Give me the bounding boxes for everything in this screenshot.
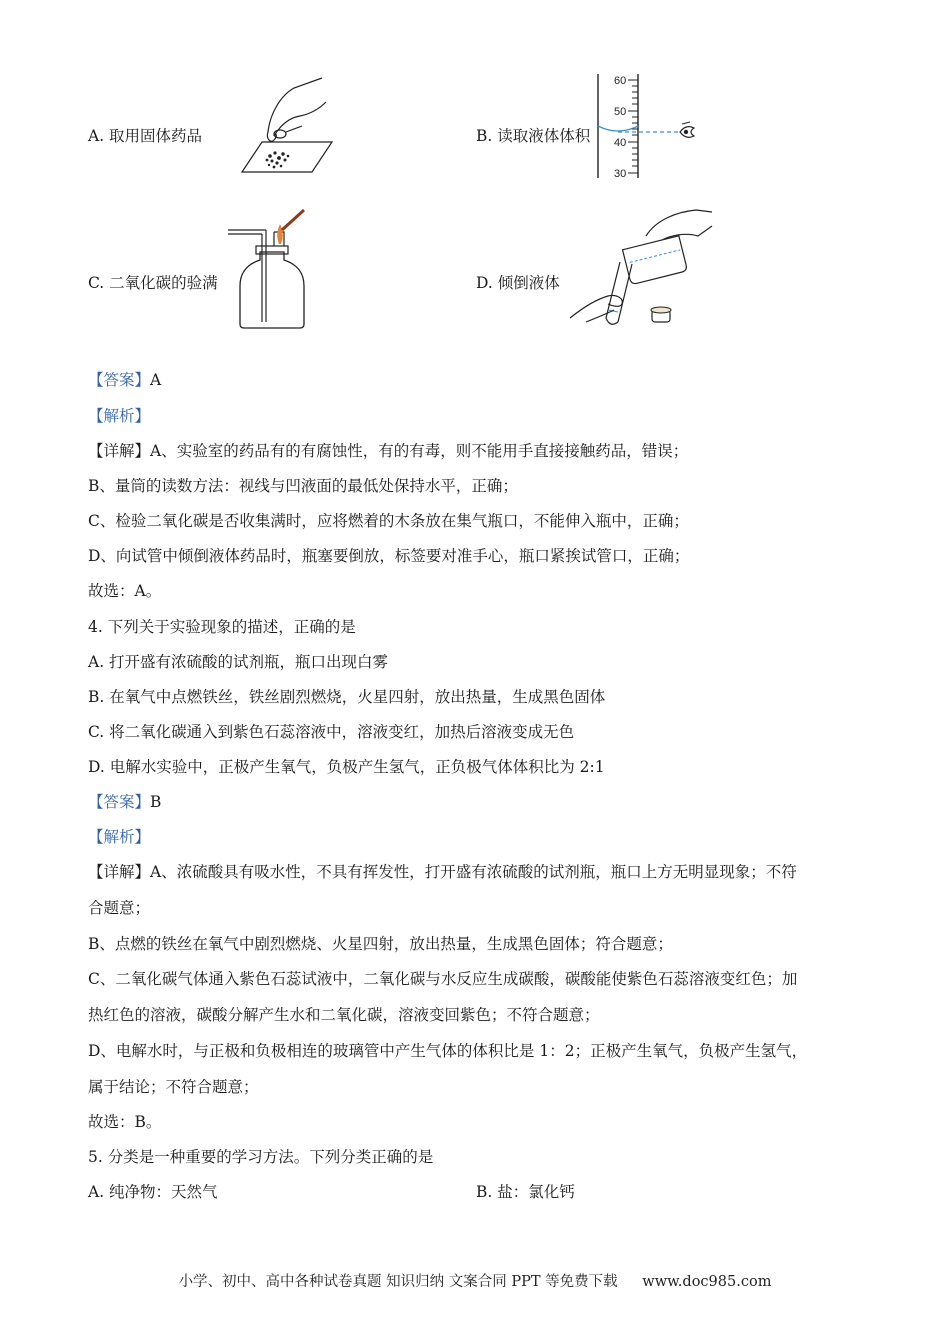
q4-conclusion: 故选：B。	[88, 1113, 162, 1131]
pouring-liquid-figure	[566, 206, 716, 336]
footer-link[interactable]: www.doc985.com	[642, 1274, 772, 1290]
q3-detail-line: D、向试管中倾倒液体药品时，瓶塞要倒放，标签要对准手心，瓶口紧挨试管口，正确；	[88, 547, 690, 565]
q4-answer-tag: 【答案】	[88, 793, 151, 811]
q5-option-a: A. 纯净物：天然气	[88, 1183, 218, 1201]
q4-detail-line: 属于结论；不符合题意；	[88, 1078, 259, 1096]
q4-stem: 4. 下列关于实验现象的描述，正确的是	[88, 618, 356, 636]
tick-label-50: 50	[614, 106, 627, 118]
option-c-label: C. 二氧化碳的验满	[88, 274, 218, 292]
q4-answer-value: B	[150, 793, 162, 811]
option-a-label: A. 取用固体药品	[88, 127, 203, 145]
option-b-label: B. 读取液体体积	[476, 127, 591, 145]
gas-bottle-figure	[222, 206, 322, 332]
footer	[0, 1270, 950, 1291]
eye-icon	[680, 122, 694, 137]
tick-label-40: 40	[614, 137, 627, 149]
q3-detail-tag: 【详解】	[88, 442, 151, 460]
q4-option-d: D. 电解水实验中，正极产生氧气，负极产生氢气，正负极气体体积比为 2:1	[88, 758, 605, 776]
q3-answer-value: A	[150, 371, 162, 389]
q3-detail-line: C、检验二氧化碳是否收集满时，应将燃着的木条放在集气瓶口，不能伸入瓶中，正确；	[88, 512, 689, 530]
q3-answer	[88, 370, 161, 390]
q3-detail-line: 【详解】A、实验室的药品有的有腐蚀性，有的有毒，则不能用手直接接触药品，错误；	[88, 442, 689, 460]
q4-option-a: A. 打开盛有浓硫酸的试剂瓶，瓶口出现白雾	[88, 653, 389, 671]
q4-detail-line: C、二氧化碳气体通入紫色石蕊试液中，二氧化碳与水反应生成碳酸，碳酸能使紫色石蕊溶液变红色；加	[88, 970, 798, 988]
q3-answer-tag: 【答案】	[88, 371, 151, 389]
tick-label-60: 60	[614, 75, 627, 87]
footer-text: 小学、初中、高中各种试卷真题 知识归纳 文案合同 PPT 等免费下载	[178, 1274, 618, 1290]
q4-analysis-tag: 【解析】	[88, 828, 151, 846]
q5-stem: 5. 分类是一种重要的学习方法。下列分类正确的是	[88, 1148, 434, 1166]
q4-detail-line: B、点燃的铁丝在氧气中剧烈燃烧、火星四射，放出热量，生成黑色固体；符合题意；	[88, 935, 673, 953]
q3-detail-line: B、量筒的读数方法：视线与凹液面的最低处保持水平，正确；	[88, 477, 518, 495]
q3-conclusion: 故选：A。	[88, 582, 162, 600]
tick-label-30: 30	[614, 168, 627, 180]
q4-detail-line: 合题意；	[88, 899, 151, 917]
q5-option-b: B. 盐：氯化钙	[476, 1183, 575, 1201]
q4-detail-tag: 【详解】	[88, 863, 151, 881]
graduated-cylinder-figure	[590, 70, 710, 182]
q4-detail-line: D、电解水时，与正极和负极相连的玻璃管中产生气体的体积比是 1：2；正极产生氧气，负极产生氢气，	[88, 1042, 808, 1060]
q4-answer	[88, 792, 161, 812]
q4-option-b: B. 在氧气中点燃铁丝，铁丝剧烈燃烧，火星四射，放出热量，生成黑色固体	[88, 688, 606, 706]
solid-reagent-figure	[222, 74, 342, 184]
flame-icon	[277, 224, 283, 244]
q3-analysis-tag: 【解析】	[88, 407, 151, 425]
q4-detail-line: 【详解】A、浓硫酸具有吸水性，不具有挥发性，打开盛有浓硫酸的试剂瓶，瓶口上方无明显现象；不符	[88, 863, 797, 881]
q4-option-c: C. 将二氧化碳通入到紫色石蕊溶液中，溶液变红，加热后溶液变成无色	[88, 723, 575, 741]
q4-detail-line: 热红色的溶液，碳酸分解产生水和二氧化碳，溶液变回紫色；不符合题意；	[88, 1006, 600, 1024]
option-d-label: D. 倾倒液体	[476, 274, 560, 292]
